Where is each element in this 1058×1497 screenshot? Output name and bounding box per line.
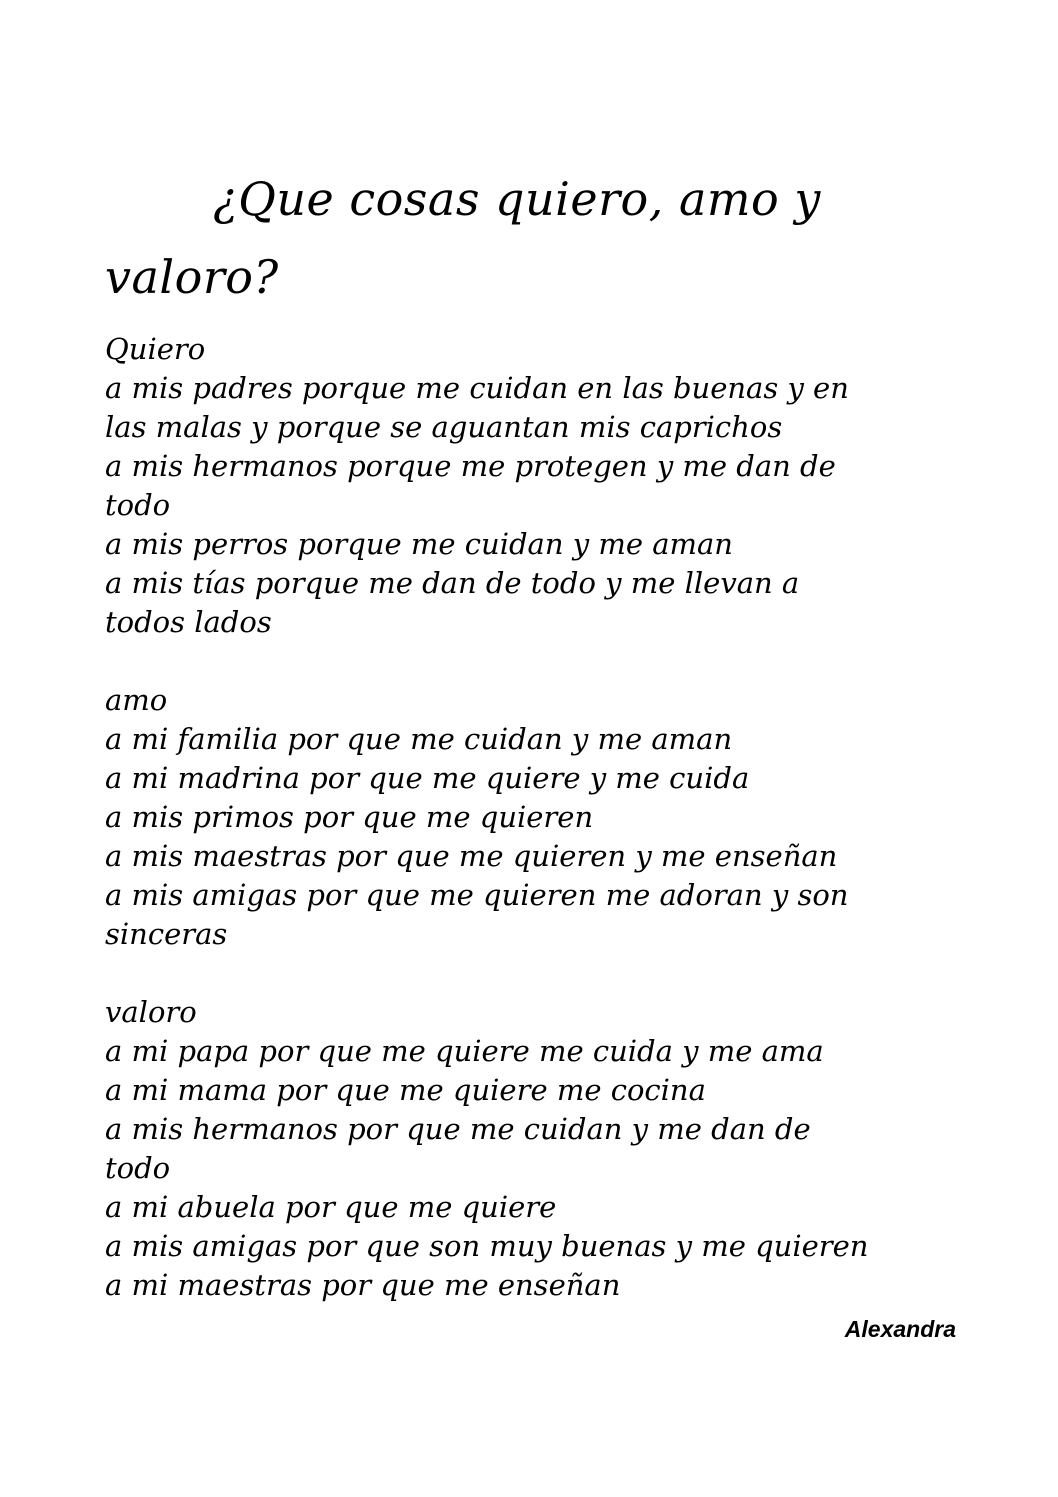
author-signature: Alexandra	[844, 1316, 956, 1342]
poem-line: a mi papa por que me quiere me cuida y me ama	[105, 1034, 824, 1068]
poem-line: a mis amigas por que me quieren me adoran y son	[105, 878, 849, 912]
poem-line: las malas y porque se aguantan mis caprichos	[105, 410, 783, 444]
poem-line: a mi familia por que me cuidan y me aman	[105, 722, 733, 756]
poem-line: a mis hermanos por que me cuidan y me dan de	[105, 1112, 811, 1146]
poem-line: a mi abuela por que me quiere	[105, 1190, 557, 1224]
section-spacer	[105, 642, 1005, 681]
poem-line: a mis perros porque me cuidan y me aman	[105, 527, 733, 561]
poem-line: a mi maestras por que me enseñan	[105, 1268, 621, 1302]
poem-line: todo	[105, 1151, 171, 1185]
section-spacer	[105, 954, 1005, 993]
poem-line: a mi mama por que me quiere me cocina	[105, 1073, 706, 1107]
poem-body	[105, 330, 1005, 1305]
section-heading-quiero: Quiero	[105, 332, 206, 366]
poem-line: sinceras	[105, 917, 228, 951]
section-heading-amo: amo	[105, 683, 168, 717]
poem-line: a mis tías porque me dan de todo y me llevan a	[105, 566, 800, 600]
poem-line: a mis hermanos porque me protegen y me dan de	[105, 449, 836, 483]
poem-line: a mis maestras por que me quieren y me enseñan	[105, 839, 838, 873]
section-heading-valoro: valoro	[105, 995, 197, 1029]
poem-line: a mis primos por que me quieren	[105, 800, 594, 834]
poem-line: a mi madrina por que me quiere y me cuida	[105, 761, 750, 795]
poem-line: a mis amigas por que son muy buenas y me quieren	[105, 1229, 869, 1263]
page-title: ¿Que cosas quiero, amo y valoro?	[105, 172, 821, 304]
poem-line: a mis padres porque me cuidan en las buenas y en	[105, 371, 849, 405]
poem-line: todo	[105, 488, 171, 522]
poem-line: todos lados	[105, 605, 272, 639]
